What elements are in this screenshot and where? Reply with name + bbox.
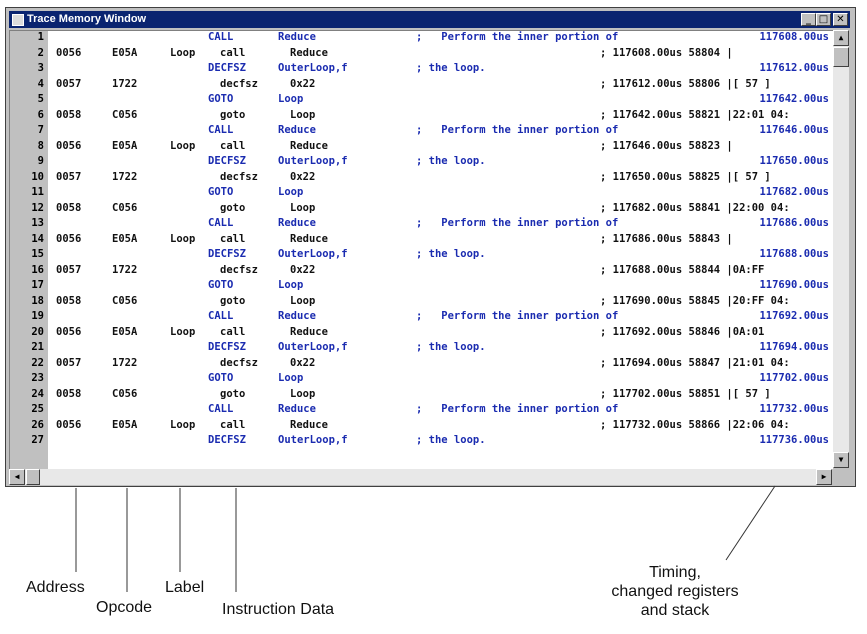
- mnemonic-cell: decfsz: [220, 263, 258, 276]
- timing-cell: 117736.00us: [759, 434, 829, 446]
- line-number: 5: [37, 93, 44, 105]
- line-number: 20: [31, 325, 44, 338]
- line-number: 2: [37, 46, 44, 59]
- timing-cell: 117702.00us: [759, 372, 829, 384]
- timing-cell: 117692.00us: [759, 310, 829, 322]
- timing-cell: ; 117646.00us 58823 |: [600, 139, 733, 152]
- operand-cell: Loop: [278, 372, 304, 384]
- timing-cell: ; 117702.00us 58851 |[ 57 ]: [600, 387, 771, 400]
- operand-cell: Reduce: [278, 31, 316, 43]
- mnemonic-cell: decfsz: [220, 356, 258, 369]
- opcode-cell: 1722: [112, 170, 138, 183]
- mnemonic-cell: CALL: [208, 403, 234, 415]
- operand-cell: 0x22: [290, 170, 316, 183]
- address-cell: 0056: [56, 418, 82, 431]
- label-cell: Loop: [170, 418, 196, 431]
- operand-cell: Reduce: [290, 46, 328, 59]
- scroll-left-arrow-icon[interactable]: ◀: [9, 469, 25, 485]
- mnemonic-cell: GOTO: [208, 186, 234, 198]
- address-cell: 0057: [56, 170, 82, 183]
- line-number: 23: [31, 372, 44, 384]
- opcode-cell: C056: [112, 294, 138, 307]
- line-number: 14: [31, 232, 44, 245]
- comment-cell: ; Perform the inner portion of: [416, 310, 619, 322]
- operand-cell: Reduce: [278, 217, 316, 229]
- mnemonic-cell: DECFSZ: [208, 434, 246, 446]
- timing-caption: [580, 563, 770, 620]
- timing-cell: ; 117688.00us 58844 |0A:FF: [600, 263, 765, 276]
- comment-cell: ; the loop.: [416, 155, 486, 167]
- address-cell: 0057: [56, 356, 82, 369]
- minimize-button[interactable]: _: [801, 13, 816, 26]
- mnemonic-cell: call: [220, 325, 246, 338]
- line-number: 12: [31, 201, 44, 214]
- comment-cell: ; the loop.: [416, 248, 486, 260]
- timing-cell: 117688.00us: [759, 248, 829, 260]
- operand-cell: Reduce: [278, 403, 316, 415]
- line-number: 27: [31, 434, 44, 446]
- line-number: 17: [31, 279, 44, 291]
- mnemonic-cell: CALL: [208, 310, 234, 322]
- operand-cell: 0x22: [290, 77, 316, 90]
- opcode-cell: E05A: [112, 139, 138, 152]
- scroll-down-arrow-icon[interactable]: ▼: [833, 452, 849, 468]
- comment-cell: ; Perform the inner portion of: [416, 124, 619, 136]
- opcode-cell: E05A: [112, 325, 138, 338]
- scroll-right-arrow-icon[interactable]: ▶: [816, 469, 832, 485]
- address-cell: 0056: [56, 46, 82, 59]
- timing-cell: ; 117682.00us 58841 |22:00 04:: [600, 201, 790, 214]
- line-number: 9: [37, 155, 44, 167]
- mnemonic-cell: goto: [220, 294, 246, 307]
- scroll-up-arrow-icon[interactable]: ▲: [833, 30, 849, 46]
- line-number: 19: [31, 310, 44, 322]
- address-cell: 0058: [56, 108, 82, 121]
- address-cell: 0058: [56, 387, 82, 400]
- timing-cell: 117690.00us: [759, 279, 829, 291]
- timing-cell: 117642.00us: [759, 93, 829, 105]
- timing-cell: 117612.00us: [759, 62, 829, 74]
- mnemonic-cell: CALL: [208, 217, 234, 229]
- operand-cell: OuterLoop,f: [278, 62, 348, 74]
- address-cell: 0056: [56, 232, 82, 245]
- line-number: 3: [37, 62, 44, 74]
- line-number: 25: [31, 403, 44, 415]
- timing-cell: ; 117690.00us 58845 |20:FF 04:: [600, 294, 790, 307]
- line-number: 6: [37, 108, 44, 121]
- comment-cell: ; Perform the inner portion of: [416, 403, 619, 415]
- instruction-data-caption: Instruction Data: [222, 601, 335, 618]
- comment-cell: ; the loop.: [416, 341, 486, 353]
- label-cell: Loop: [170, 46, 196, 59]
- timing-caption-line-1: Timing,: [649, 564, 701, 581]
- operand-cell: Loop: [278, 279, 304, 291]
- comment-cell: ; the loop.: [416, 62, 486, 74]
- line-number: 1: [37, 31, 44, 43]
- mnemonic-cell: GOTO: [208, 93, 234, 105]
- line-number: 11: [31, 186, 44, 198]
- comment-cell: ; Perform the inner portion of: [416, 31, 619, 43]
- mnemonic-cell: call: [220, 139, 246, 152]
- operand-cell: Reduce: [290, 418, 328, 431]
- opcode-cell: E05A: [112, 418, 138, 431]
- address-cell: 0058: [56, 294, 82, 307]
- label-cell: Loop: [170, 232, 196, 245]
- window-title: Trace Memory Window: [27, 13, 147, 25]
- line-number: 4: [37, 77, 44, 90]
- mnemonic-cell: DECFSZ: [208, 155, 246, 167]
- timing-cell: 117694.00us: [759, 341, 829, 353]
- operand-cell: Loop: [290, 387, 316, 400]
- operand-cell: Loop: [290, 294, 316, 307]
- operand-cell: OuterLoop,f: [278, 341, 348, 353]
- operand-cell: Reduce: [290, 139, 328, 152]
- mnemonic-cell: CALL: [208, 124, 234, 136]
- timing-cell: 117682.00us: [759, 186, 829, 198]
- opcode-cell: C056: [112, 201, 138, 214]
- operand-cell: OuterLoop,f: [278, 248, 348, 260]
- operand-cell: OuterLoop,f: [278, 434, 348, 446]
- mnemonic-cell: decfsz: [220, 77, 258, 90]
- operand-cell: Reduce: [278, 310, 316, 322]
- opcode-cell: 1722: [112, 356, 138, 369]
- line-number: 10: [31, 170, 44, 183]
- mnemonic-cell: CALL: [208, 31, 234, 43]
- timing-cell: 117732.00us: [759, 403, 829, 415]
- mnemonic-cell: GOTO: [208, 372, 234, 384]
- line-number: 21: [31, 341, 44, 353]
- address-cell: 0056: [56, 139, 82, 152]
- label-cell: Loop: [170, 139, 196, 152]
- address-cell: 0056: [56, 325, 82, 338]
- line-number: 7: [37, 124, 44, 136]
- mnemonic-cell: goto: [220, 201, 246, 214]
- operand-cell: Reduce: [278, 124, 316, 136]
- operand-cell: Loop: [278, 186, 304, 198]
- address-cell: 0057: [56, 77, 82, 90]
- mnemonic-cell: call: [220, 232, 246, 245]
- timing-cell: ; 117686.00us 58843 |: [600, 232, 733, 245]
- mnemonic-cell: GOTO: [208, 279, 234, 291]
- maximize-button[interactable]: □: [816, 13, 831, 26]
- address-cell: 0058: [56, 201, 82, 214]
- mnemonic-cell: goto: [220, 108, 246, 121]
- opcode-cell: E05A: [112, 46, 138, 59]
- opcode-cell: 1722: [112, 263, 138, 276]
- line-number: 22: [31, 356, 44, 369]
- timing-caption-line-2: changed registers: [611, 583, 739, 600]
- mnemonic-cell: goto: [220, 387, 246, 400]
- address-caption: Address: [26, 579, 85, 596]
- opcode-cell: C056: [112, 108, 138, 121]
- address-cell: 0057: [56, 263, 82, 276]
- timing-cell: 117650.00us: [759, 155, 829, 167]
- mnemonic-cell: call: [220, 46, 246, 59]
- mnemonic-cell: DECFSZ: [208, 248, 246, 260]
- timing-cell: ; 117694.00us 58847 |21:01 04:: [600, 356, 790, 369]
- comment-cell: ; the loop.: [416, 434, 486, 446]
- timing-caption-line-3: and stack: [640, 602, 710, 619]
- line-number: 15: [31, 248, 44, 260]
- operand-cell: 0x22: [290, 263, 316, 276]
- operand-cell: OuterLoop,f: [278, 155, 348, 167]
- timing-cell: 117608.00us: [759, 31, 829, 43]
- mnemonic-cell: DECFSZ: [208, 62, 246, 74]
- comment-cell: ; Perform the inner portion of: [416, 217, 619, 229]
- timing-cell: ; 117650.00us 58825 |[ 57 ]: [600, 170, 771, 183]
- line-number: 18: [31, 294, 44, 307]
- operand-cell: Reduce: [290, 325, 328, 338]
- timing-cell: 117686.00us: [759, 217, 829, 229]
- line-number: 16: [31, 263, 44, 276]
- label-cell: Loop: [170, 325, 196, 338]
- timing-cell: ; 117608.00us 58804 |: [600, 46, 733, 59]
- mnemonic-cell: call: [220, 418, 246, 431]
- line-number: 13: [31, 217, 44, 229]
- operand-cell: Loop: [290, 201, 316, 214]
- timing-callout-line: [726, 486, 775, 560]
- opcode-caption: Opcode: [96, 599, 153, 616]
- operand-cell: 0x22: [290, 356, 316, 369]
- operand-cell: Loop: [278, 93, 304, 105]
- label-caption: Label: [165, 579, 205, 596]
- line-number: 8: [37, 139, 44, 152]
- timing-cell: 117646.00us: [759, 124, 829, 136]
- line-number: 24: [31, 387, 44, 400]
- mnemonic-cell: decfsz: [220, 170, 258, 183]
- timing-cell: ; 117692.00us 58846 |0A:01: [600, 325, 765, 338]
- close-button[interactable]: ✕: [833, 13, 848, 26]
- opcode-cell: 1722: [112, 77, 138, 90]
- line-number: 26: [31, 418, 44, 431]
- timing-cell: ; 117612.00us 58806 |[ 57 ]: [600, 77, 771, 90]
- timing-cell: ; 117642.00us 58821 |22:01 04:: [600, 108, 790, 121]
- timing-cell: ; 117732.00us 58866 |22:06 04:: [600, 418, 790, 431]
- opcode-cell: C056: [112, 387, 138, 400]
- operand-cell: Reduce: [290, 232, 328, 245]
- operand-cell: Loop: [290, 108, 316, 121]
- mnemonic-cell: DECFSZ: [208, 341, 246, 353]
- opcode-cell: E05A: [112, 232, 138, 245]
